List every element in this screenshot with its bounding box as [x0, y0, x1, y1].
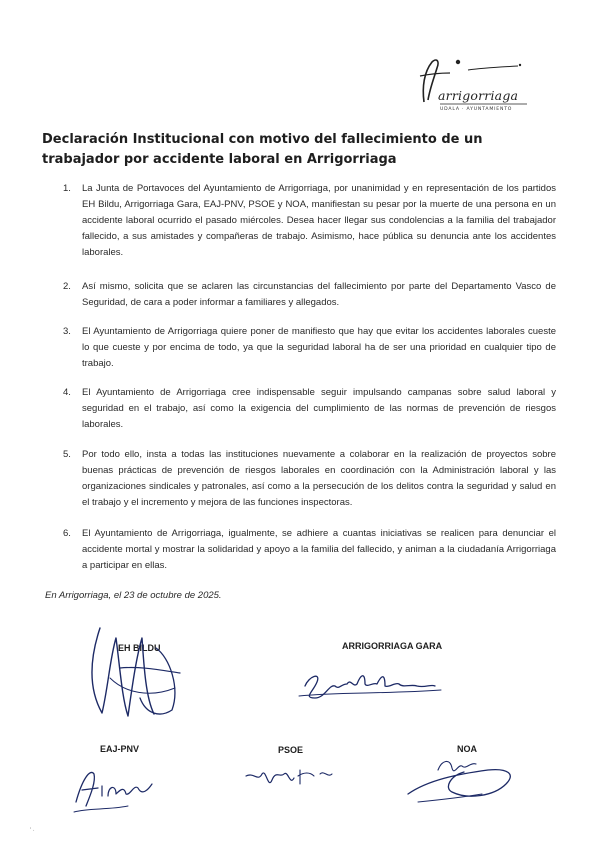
list-item-number: 4. [63, 387, 71, 398]
list-item-text: Así mismo, solicita que se aclaren las circunstancias del fallecimiento por parte del Departamento Vasco de Seguridad, de cara a poder informar a familiares y allegados. [82, 281, 556, 308]
signature-noa [398, 750, 528, 815]
list-item-text: El Ayuntamiento de Arrigorriaga cree indispensable seguir impulsando campanas sobre salud laboral y seguridad en el trabajo, así como la exigencia del cumplimiento de las normas de prevención de riesgos laborales. [82, 387, 556, 430]
list-item-number: 5. [63, 449, 71, 460]
signature-eh-bildu [80, 618, 200, 733]
signature-eaj-pnv [68, 760, 168, 825]
scan-mark: ’ · [30, 828, 35, 834]
signature-arrigorriaga-gara [295, 658, 445, 713]
list-item-text: El Ayuntamiento de Arrigorriaga quiere poner de manifiesto que hay que evitar los accidentes laborales cueste lo que cueste y por encima de todo, ya que la seguridad laboral ha de ser una prioridad en cualquier tipo de trabajo. [82, 326, 556, 369]
list-item-number: 1. [63, 183, 71, 194]
list-item-text: La Junta de Portavoces del Ayuntamiento de Arrigorriaga, por unanimidad y en representación de los partidos EH Bildu, Arrigorriaga Gara, EAJ-PNV, PSOE y NOA, manifiestan su pesar por la muerte de una persona en un accidente laboral ocurrido el pasado miércoles. Desea hacer llegar sus condolencias a la familia del trabajador fallecido, a sus amistades y compañeras de trabajo. Asimismo, hace pública su denuncia ante los accidentes laborales. [82, 183, 556, 258]
list-item-number: 3. [63, 326, 71, 337]
list-item-text: Por todo ello, insta a todas las instituciones nuevamente a colaborar en la realización de proyectos sobre buenas prácticas de prevención de riesgos laborales en coordinación con la Administración laboral y las organizaciones sindicales y patronales, así como a la persecución de los delitos contra la seguridad y salud en el trabajo y el incremento y mejora de las funciones inspectoras. [82, 449, 556, 508]
place-and-date: En Arrigorriaga, el 23 de octubre de 2025. [45, 590, 222, 601]
arrigorriaga-logo [410, 52, 535, 122]
document-title: Declaración Institucional con motivo del fallecimiento de un trabajador por accidente laboral en Arrigorriaga [42, 132, 483, 167]
signature-psoe [240, 760, 340, 805]
logo-name: arrigorriaga [438, 88, 519, 103]
signature-label-arrigorriaga-gara: ARRIGORRIAGA GARA [342, 641, 443, 651]
list-item-number: 2. [63, 281, 71, 292]
list-item-number: 6. [63, 528, 71, 539]
signature-label-psoe: PSOE [278, 745, 304, 755]
logo-subtitle: UDALA · AYUNTAMIENTO [440, 107, 513, 112]
signature-label-noa: NOA [457, 744, 477, 754]
signature-label-eh-bildu: EH BILDU [118, 643, 161, 653]
list-item-text: El Ayuntamiento de Arrigorriaga, igualmente, se adhiere a cuantas iniciativas se realicen para denunciar el accidente mortal y mostrar la solidaridad y apoyo a la familia del fallecido, y animan a la ciudadanía Arrigorriaga a participar en ellas. [82, 528, 556, 571]
signature-label-eaj-pnv: EAJ-PNV [100, 744, 140, 754]
